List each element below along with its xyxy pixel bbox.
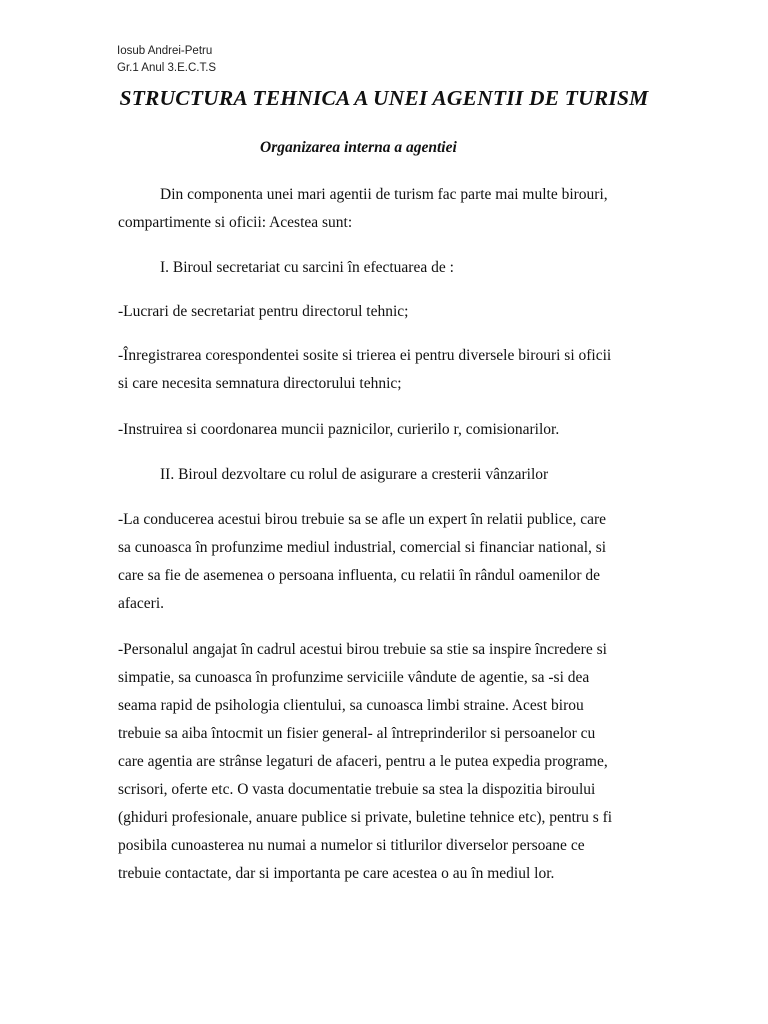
paragraph-item	[118, 636, 658, 888]
paragraph-line: si care necesita semnatura directorului tehnic;	[118, 375, 402, 392]
paragraph-line: simpatie, sa cunoasca în profunzime serviciile vândute de agentie, sa -si dea	[118, 669, 590, 686]
section-subtitle: Organizarea interna a agentiei	[260, 139, 457, 156]
paragraph-line: -Lucrari de secretariat pentru directorul tehnic;	[118, 303, 409, 320]
paragraph-line: care sa fie de asemenea o persoana influenta, cu relatii în rândul oamenilor de	[118, 567, 600, 584]
paragraph-line: trebuie sa aiba întocmit un fisier general‐ al întreprinderilor si persoanelor cu	[118, 725, 596, 742]
paragraph-intro	[118, 181, 658, 237]
paragraph-line: -Înregistrarea corespondentei sosite si trierea ei pentru diversele birouri si oficii	[118, 347, 612, 364]
paragraph-line: seama rapid de psihologia clientului, sa cunoasca limbi straine. Acest birou	[118, 697, 584, 714]
paragraph-section-1-heading	[118, 254, 658, 282]
paragraph-line: -La conducerea acestui birou trebuie sa se afle un expert în relatii publice, care	[118, 511, 607, 528]
paragraph-line: care agentia are strânse legaturi de afaceri, pentru a le putea expedia programe,	[118, 753, 608, 770]
paragraph-line: (ghiduri profesionale, anuare publice si private, buletine tehnice etc), pentru s fi	[118, 809, 613, 826]
paragraph-item	[118, 506, 658, 618]
paragraph-line: trebuie contactate, dar si importanta pe care acestea o au în mediul lor.	[118, 865, 555, 882]
paragraph-line: posibila cunoasterea nu numai a numelor si titlurilor diverselor persoane ce	[118, 837, 585, 854]
document-title: STRUCTURA TEHNICA A UNEI AGENTII DE TURISM	[119, 86, 649, 110]
paragraph-line: sa cunoasca în profunzime mediul industrial, comercial si financiar national, si	[118, 539, 607, 556]
paragraph-line: -Personalul angajat în cadrul acestui birou trebuie sa stie sa inspire încredere si	[118, 641, 607, 658]
paragraph-line: Din componenta unei mari agentii de turism fac parte mai multe birouri,	[160, 186, 608, 203]
author-header	[117, 43, 216, 77]
paragraph-item	[118, 342, 658, 398]
author-name: Iosub Andrei-Petru	[117, 45, 213, 57]
paragraph-line: compartimente si oficii: Acestea sunt:	[118, 214, 353, 231]
paragraph-line: -Instruirea si coordonarea muncii paznicilor, curierilo r, comisionarilor.	[118, 421, 560, 438]
paragraph-line: scrisori, oferte etc. O vasta documentatie trebuie sa stea la dispozitia biroului	[118, 781, 596, 798]
paragraph-line: I. Biroul secretariat cu sarcini în efectuarea de :	[160, 259, 454, 276]
paragraph-section-2-heading	[118, 461, 658, 489]
paragraph-item	[118, 416, 658, 444]
author-group: Gr.1 Anul 3.E.C.T.S	[117, 62, 217, 74]
paragraph-line: afaceri.	[118, 595, 165, 612]
paragraph-line: II. Biroul dezvoltare cu rolul de asigurare a cresterii vânzarilor	[160, 466, 549, 483]
paragraph-item	[118, 298, 658, 326]
